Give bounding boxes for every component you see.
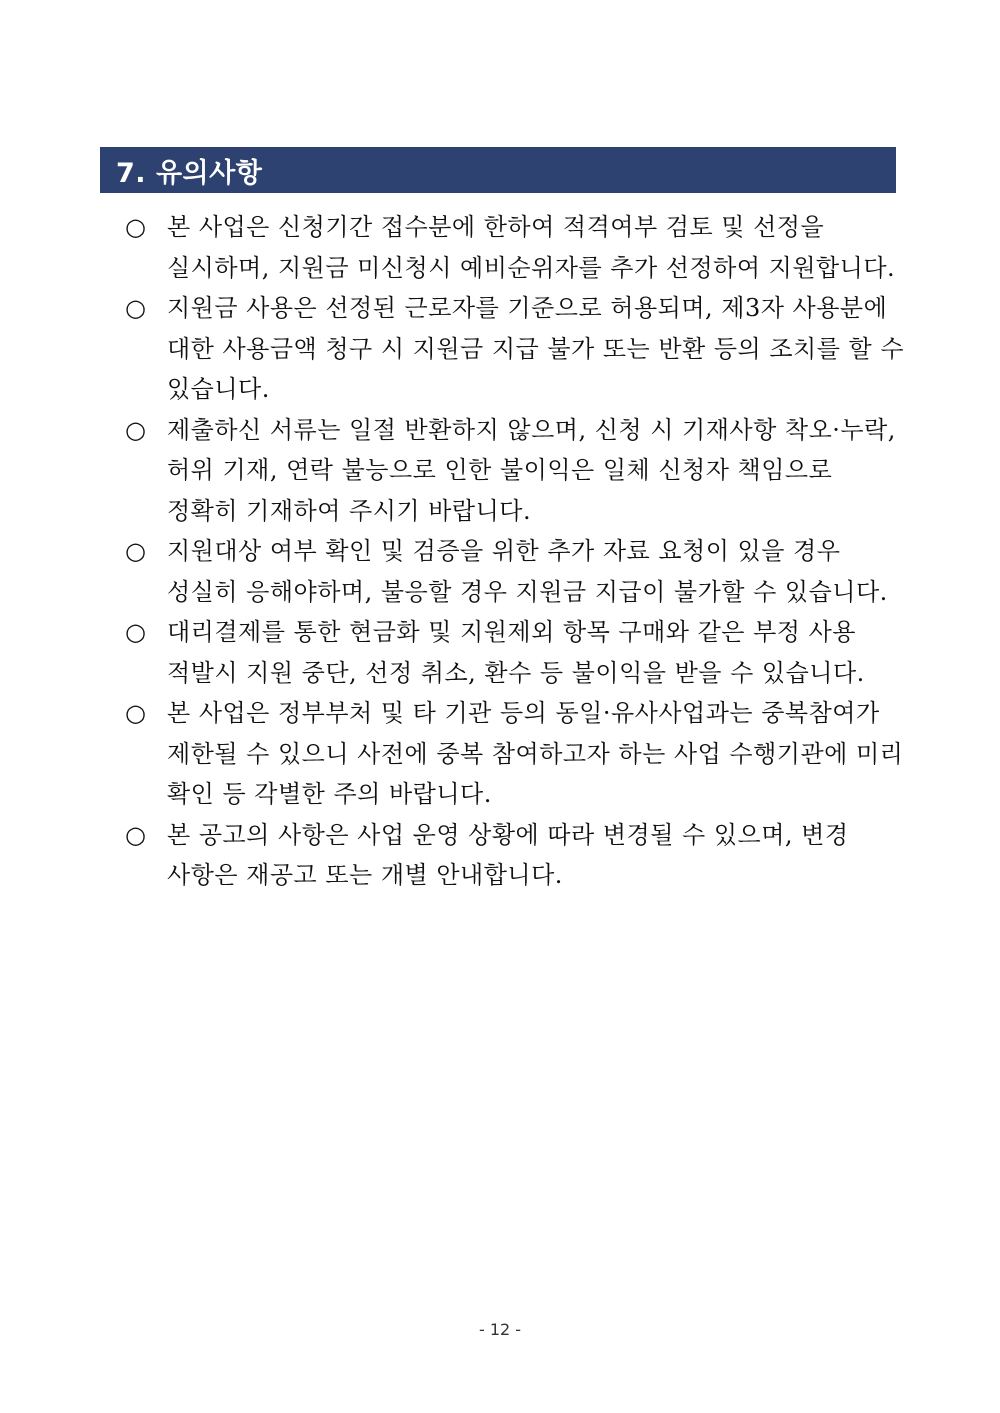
circle-bullet-icon: ○ bbox=[125, 415, 146, 444]
notice-item bbox=[125, 693, 905, 815]
notice-item bbox=[125, 815, 905, 896]
notice-list bbox=[125, 207, 905, 896]
notice-item bbox=[125, 531, 905, 612]
notice-item-text: 대리결제를 통한 현금화 및 지원제외 항목 구매와 같은 부정 사용 적발시 지원 중단, 선정 취소, 환수 등 불이익을 받을 수 있습니다. bbox=[167, 618, 865, 687]
circle-bullet-icon: ○ bbox=[125, 213, 146, 241]
notice-item-text: 지원대상 여부 확인 및 검증을 위한 추가 자료 요청이 있을 경우 성실히 응해야하며, 불응할 경우 지원금 지급이 불가할 수 있습니다. bbox=[167, 537, 888, 606]
circle-bullet-icon: ○ bbox=[125, 537, 146, 565]
notice-item-text: 제출하신 서류는 일절 반환하지 않으며, 신청 시 기재사항 착오·누락, 허위 기재, 연락 불능으로 인한 불이익은 일체 신청자 책임으로 정확히 기재하여 주시기 바랍니다. bbox=[167, 415, 896, 525]
page-number: - 12 - bbox=[478, 1320, 522, 1339]
notice-item bbox=[125, 288, 905, 410]
section-title: 7. 유의사항 bbox=[116, 157, 263, 189]
notice-item bbox=[125, 410, 905, 532]
notice-item-text: 지원금 사용은 선정된 근로자를 기준으로 허용되며, 제3자 사용분에 대한 사용금액 청구 시 지원금 지급 불가 또는 반환 등의 조치를 할 수 있습니다. bbox=[167, 294, 905, 403]
circle-bullet-icon: ○ bbox=[125, 699, 146, 727]
notice-item-text: 본 공고의 사항은 사업 운영 상황에 따라 변경될 수 있으며, 변경 사항은 재공고 또는 개별 안내합니다. bbox=[167, 820, 849, 889]
notice-item bbox=[125, 612, 905, 693]
circle-bullet-icon: ○ bbox=[125, 820, 146, 849]
circle-bullet-icon: ○ bbox=[125, 618, 146, 646]
notice-item bbox=[125, 207, 905, 288]
notice-item-text: 본 사업은 정부부처 및 타 기관 등의 동일·유사사업과는 중복참여가 제한될 수 있으니 사전에 중복 참여하고자 하는 사업 수행기관에 미리 확인 등 각별한 주의 바랍니다. bbox=[167, 699, 904, 808]
notice-item-text: 본 사업은 신청기간 접수분에 한하여 적격여부 검토 및 선정을 실시하며, 지원금 미신청시 예비순위자를 추가 선정하여 지원합니다. bbox=[167, 213, 896, 282]
circle-bullet-icon: ○ bbox=[125, 294, 146, 322]
section-header bbox=[100, 147, 896, 193]
